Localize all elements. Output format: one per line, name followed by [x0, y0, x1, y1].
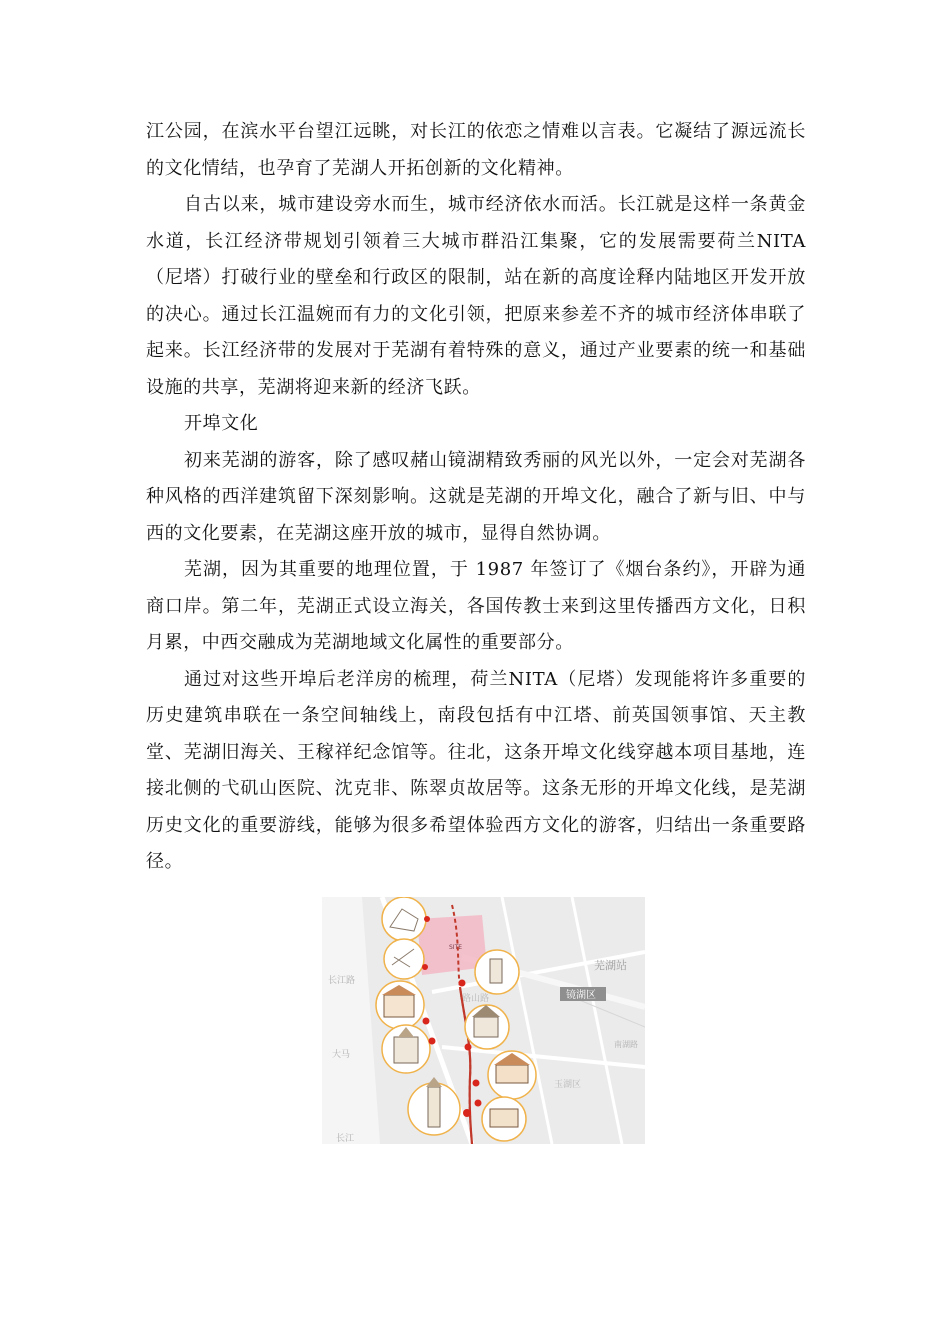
site-label: SITE: [449, 944, 463, 951]
heritage-route-map: [322, 897, 645, 1144]
road-label: 大马: [332, 1050, 351, 1060]
road-label: 长江路: [328, 976, 356, 986]
document-body: [146, 114, 806, 881]
paragraph: 自古以来，城市建设旁水而生，城市经济依水而活。长江就是这样一条黄金水道，长江经济带规划引领着三大城市群沿江集聚，它的发展需要荷兰NITA（尼塔）打破行业的壁垒和行政区的限制，站在新的高度诠释内陆地区开发开放的决心。通过长江温婉而有力的文化引领，把原来参差不齐的城市经济体串联了起来。长江经济带的发展对于芜湖有着特殊的意义，通过产业要素的统一和基础设施的共享，芜湖将迎来新的经济飞跃。: [146, 194, 806, 398]
paragraph: 芜湖，因为其重要的地理位置，于 1987 年签订了《烟台条约》，开辟为通商口岸。第二年，芜湖正式设立海关，各国传教士来到这里传播西方文化，日积月累，中西交融成为芜湖地域文化属性的重要部分。: [146, 559, 806, 653]
district-label: 镜湖区: [566, 990, 596, 1001]
area-label: 玉湖区: [554, 1080, 582, 1090]
section-heading: 开埠文化: [184, 413, 259, 434]
road-label: 路山路: [462, 994, 490, 1004]
paragraph: 通过对这些开埠后老洋房的梳理，荷兰NITA（尼塔）发现能将许多重要的历史建筑串联在一条空间轴线上，南段包括有中江塔、前英国领事馆、天主教堂、芜湖旧海关、王稼祥纪念馆等。往北，这条开埠文化线穿越本项目基地，连接北侧的弋矶山医院、沈克非、陈翠贞故居等。这条无形的开埠文化线，是芜湖历史文化的重要游线，能够为很多希望体验西方文化的游客，归结出一条重要路径。: [146, 668, 806, 872]
station-label: 芜湖站: [594, 959, 627, 972]
map-svg: [322, 897, 645, 1144]
paragraph: 初来芜湖的游客，除了感叹赭山镜湖精致秀丽的风光以外，一定会对芜湖各种风格的西洋建筑留下深刻影响。这就是芜湖的开埠文化，融合了新与旧、中与西的文化要素，在芜湖这座开放的城市，显得自然协调。: [146, 449, 806, 544]
road-label: 南湖路: [614, 1040, 638, 1049]
road-label: 长江: [336, 1134, 355, 1144]
paragraph: 江公园，在滨水平台望江远眺，对长江的依恋之情难以言表。它凝结了源远流长的文化情结，也孕育了芜湖人开拓创新的文化精神。: [146, 121, 806, 179]
